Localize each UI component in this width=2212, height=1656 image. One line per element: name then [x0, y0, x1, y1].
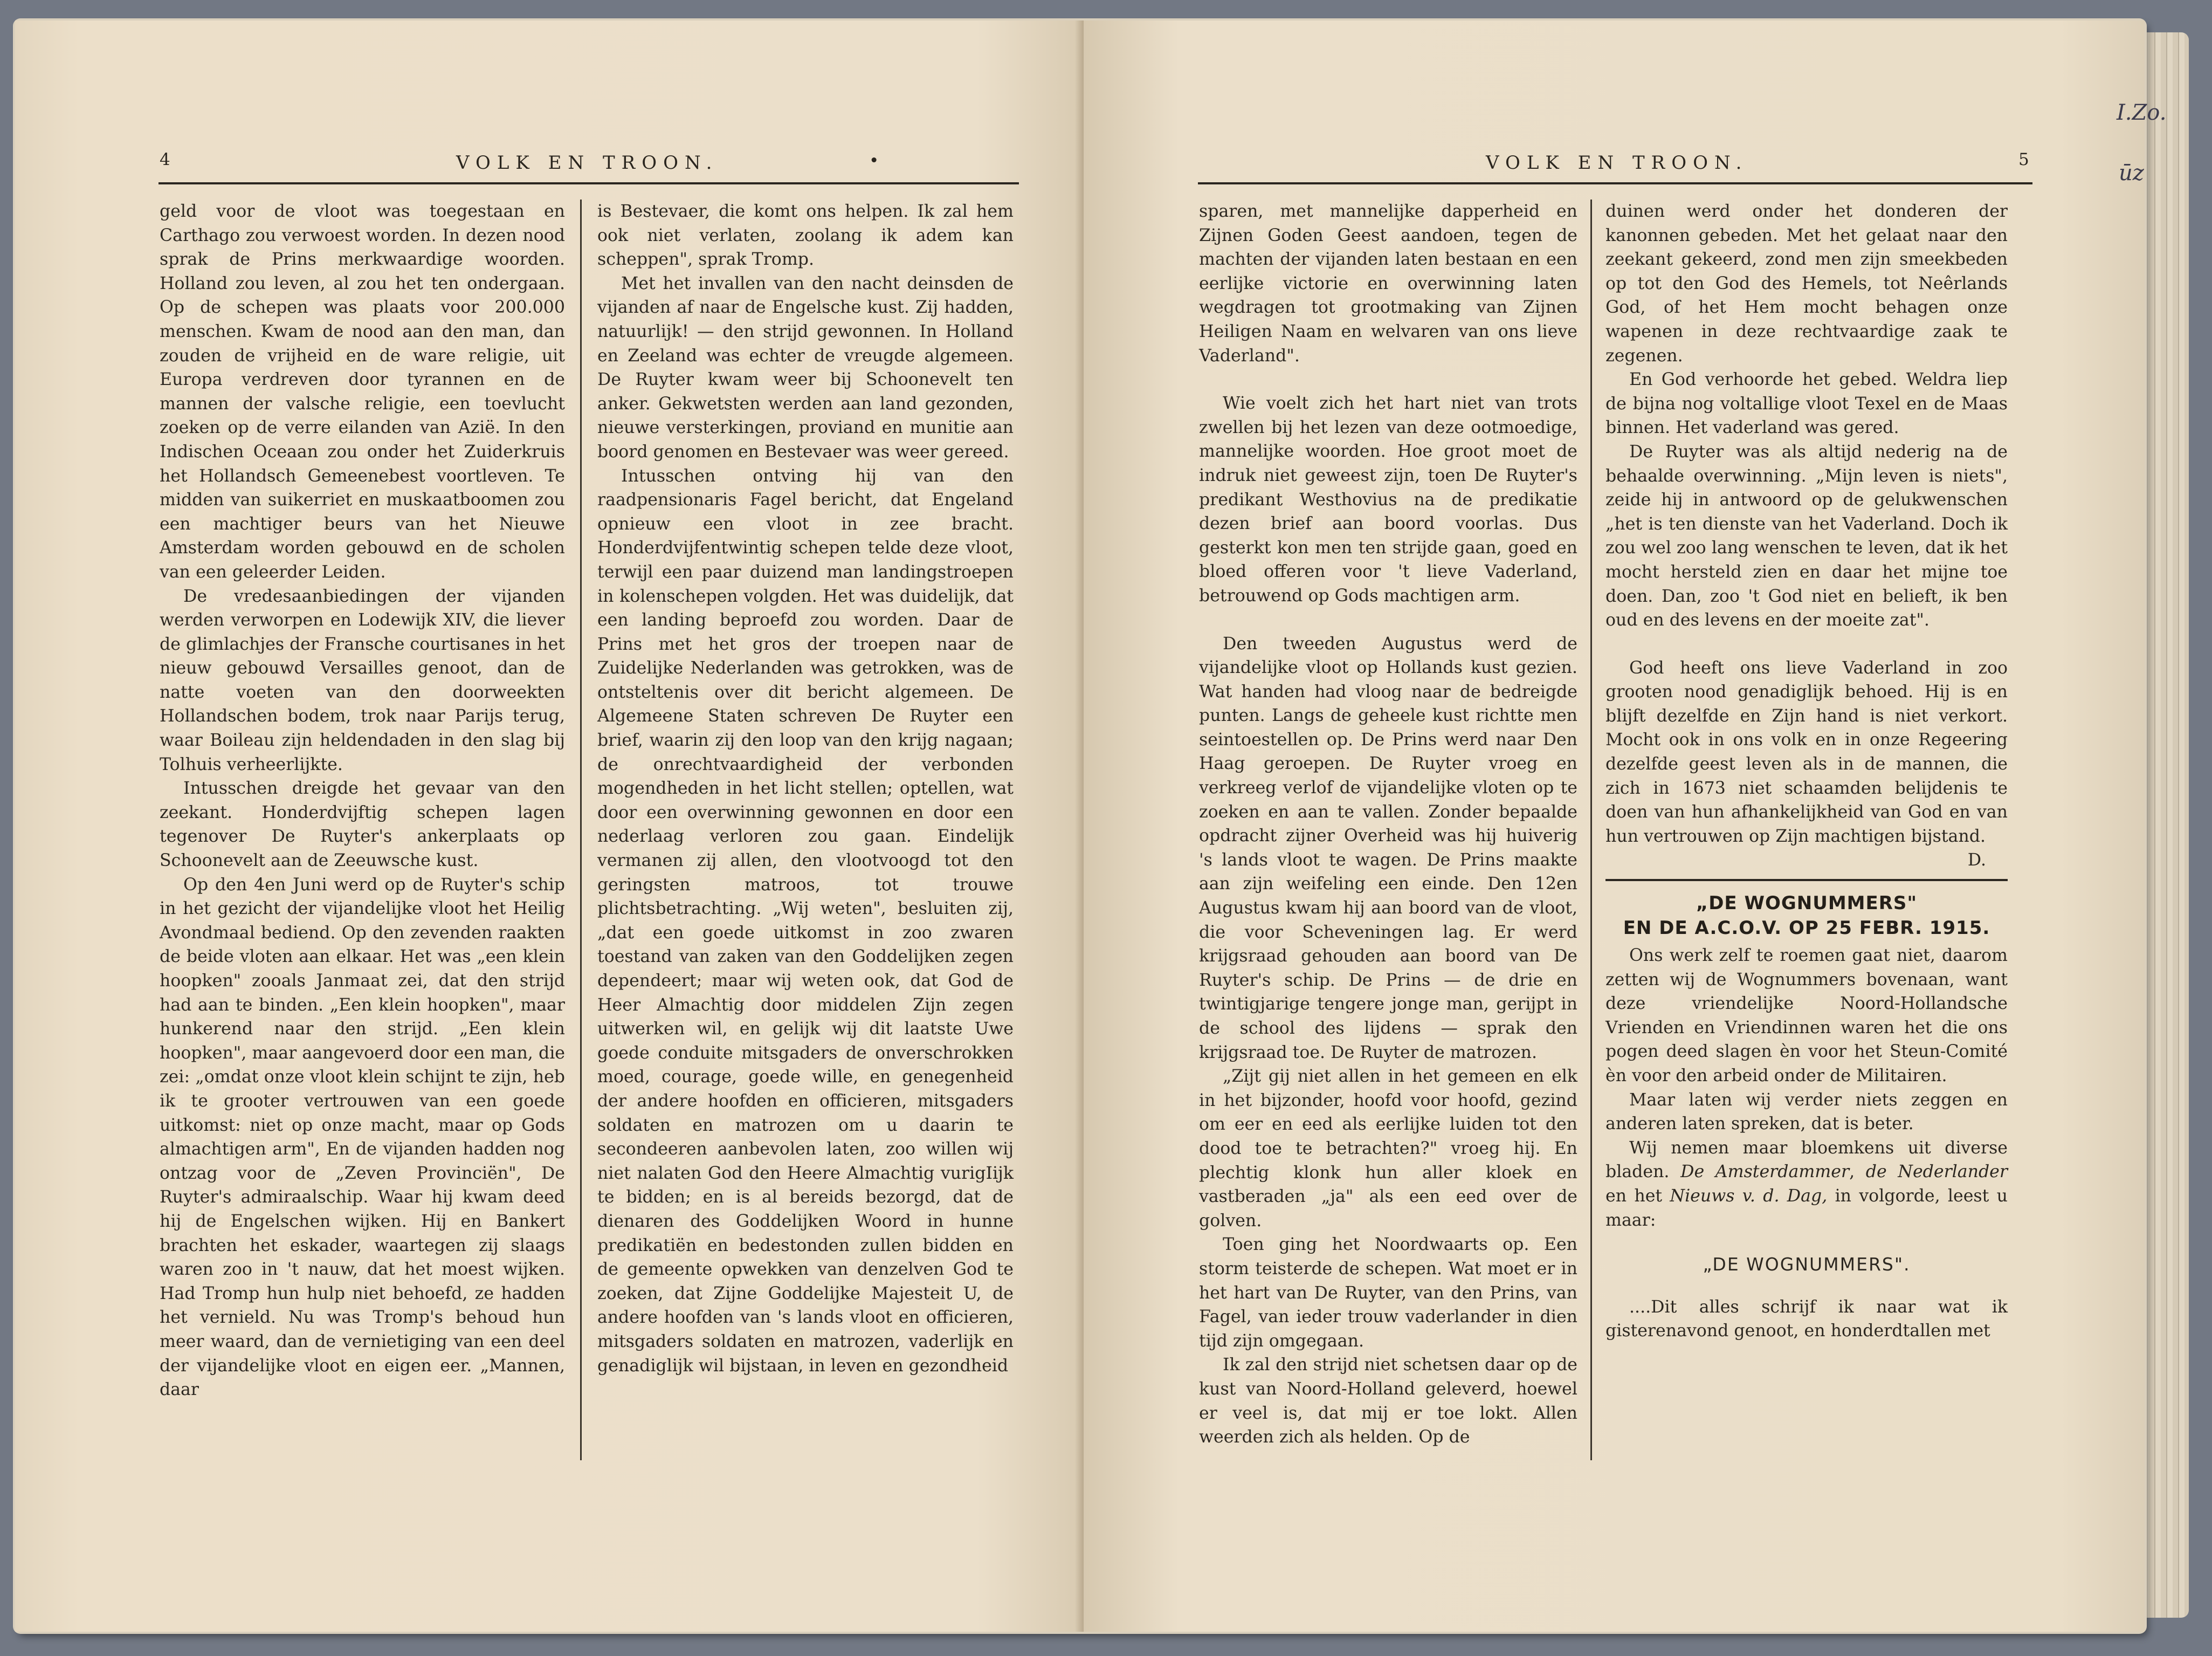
bladen-intro: Wij nemen maar bloemkens uit diverse bladen. — [1605, 1138, 2008, 1182]
article-title — [1605, 891, 2008, 940]
paragraph: De vredesaanbiedingen der vijanden werden verworpen en Lodewijk XIV, die liever de glimlachjes der Fransche courtisanes in het nieuw gebouwd Versailles genoot, dan de natte voeten van den doorweekten Hollandschen bodem, trok naar Parijs terug, waar Boileau zijn heldendaden in den slag bij Tolhuis verheerlijkte. — [160, 586, 565, 774]
paragraph: Intusschen ontving hij van den raadpensionaris Fagel bericht, dat Engeland opnieuw een vloot in zee bracht. Honderdvijfentwintig schepen telde deze vloot, terwijl een paar duizend man landingstroepen in kolenschepen volgden. Het was duidelijk, dat een landing beproefd zou worden. Daar de Prins met het gros der troepen naar de Zuidelijke Nederlanden was getrokken, was de ontsteltenis over dit bericht algemeen. De Algemeene Staten schreven De Ruyter een brief, waarin zij den loop van den krijg nagaan; de onrechtvaardigheid der verbonden mogendheden in het licht stellen; optellen, wat door een overwinning gewonnen en door een nederlaag verloren zou gaan. Eindelijk vermanen zij allen, den vlootvoogd tot den geringsten matroos, tot trouwe plichtsbetrachting. „Wij weten", besluiten zij, „dat een goede uitkomst in zoo zwaren toestand van zaken van den Goddelijken zegen dependeert; maar wij weten ook, dat God de Heer Almachtig door middelen Zijn zegen uitwerken wil, en gelijk wij dit laatste Uwe goede conduite mitsgaders de onverschrokken moed, courage, goede wille, en genegenheid der andere hoofden en officieren, mitsgaders soldaten en matrozen om u daarin te secondeeren aanbevolen laten, zoo willen wij niet nalaten God den Heere Almachtig vurigIijk te bidden; en is al bereids bezorgd, dat de dienaren des Goddelijken Woord in hunne predikatiën en bedestonden zullen bidden en de gemeente opwekken van denzelven God te zoeken, dat Zijne Goddelijke Majesteit U, de andere hoofden van 's lands vloot en officieren, mitsgaders soldaten en matrozen, vaderlijk en genadiglijk wil bijstaan, in leven en gezondheid — [597, 466, 1014, 1376]
newspaper-name: de Nederlander — [1865, 1162, 2008, 1182]
page-number: 4 — [160, 150, 170, 169]
header-rule — [159, 182, 1019, 184]
magazine-spread — [15, 20, 2167, 1632]
newspaper-name: Nieuws v. d. Dag, — [1670, 1186, 1828, 1206]
bladen-separator: , — [1849, 1162, 1855, 1182]
paragraph: duinen werd onder het donderen der kanonnen gebeden. Met het gelaat naar den zeekant gekeerd, zond men zijn smeekbeden op tot den God des Hemels, tot Neêrlands God, of het Hem mocht behagen onze wapenen in deze rechtvaardige zaak te zegenen. — [1605, 202, 2008, 366]
running-title: VOLK EN TROON. — [1486, 152, 1748, 174]
paragraph: Maar laten wij verder niets zeggen en anderen laten spreken, dat is beter. — [1605, 1090, 2008, 1134]
left-page — [15, 20, 1084, 1632]
header-rule — [1198, 182, 2032, 184]
paragraph: is Bestevaer, die komt ons helpen. Ik zal hem ook niet verlaten, zoolang ik adem kan scheppen", sprak Tromp. — [597, 202, 1014, 270]
running-title: VOLK EN TROON. — [456, 152, 719, 174]
article-title-line-2: EN DE A.C.O.V. OP 25 FEBR. 1915. — [1623, 917, 1990, 939]
paragraph: Ons werk zelf te roemen gaat niet, daarom zetten wij de Wognummers bovenaan, want deze vriendelijke Noord-Hollandsche Vrienden en Vriendinnen waren het die ons pogen deed slagen èn voor het Steun-Comité èn voor den arbeid onder de Militairen. — [1605, 946, 2008, 1085]
bladen-mid: en het — [1605, 1186, 1663, 1206]
bladen-end: in volgorde, leest u maar: — [1605, 1186, 2008, 1230]
paragraph: sparen, met mannelijke dapperheid en Zijnen Goden Geest aandoen, tegen de machten der vijanden laten bestaan en een eerlijke victorie en overwinning laten wegdragen tot grootmaking van Zijnen Heiligen Naam en welvaren van ons lieve Vaderland". — [1199, 202, 1577, 366]
paragraph: Op den 4en Juni werd op de Ruyter's schip in het gezicht der vijandelijke vloot het Heilig Avondmaal bediend. Op den zevenden raakten de beide vloten aan elkaar. Het was „een klein hoopken" zooals Janmaat zei, dat den strijd had aan te binden. „Een klein hoopken", maar hunkerend naar den strijd. „Een klein hoopken", maar aangevoerd door een man, die zei: „omdat onze vloot klein schijnt te zijn, heb ik te grooter vertrouwen van een goede uitkomst: niet op onze macht, maar op Gods almachtigen arm", En de vijanden hadden nog ontzag voor de „Zeven Provinciën", De Ruyter's admiraalschip. Waar hij kwam deed hij de Engelschen wijken. Hij en Bankert brachten het eskader, waartegen zij slaags waren zoo in 't nauw, dat het moest wijken. Had Tromp hun hulp niet behoefd, ze hadden het vernield. Nu was Tromp's behoud hun meer waard, dan de vernietiging van een deel der vijandelijke vloot en eigen eer. „Mannen, daar — [160, 875, 565, 1400]
paragraph: Den tweeden Augustus werd de vijandelijke vloot op Hollands kust gezien. Wat handen had vloog naar de bedreigde punten. Langs de geheele kust richtte men seintoestellen op. De Prins werd naar Den Haag geroepen. De Ruyter vroeg en verkreeg verlof de vijandelijke vloten op te zoeken en aan te vallen. Zonder bepaalde opdracht zijner Overheid was hij huiverig 's lands vloot te wagen. De Prins maakte aan zijn weifeling een einde. Den 12en Augustus kwam hij aan boord van de vloot, die voor Scheveningen lag. Er werd krijgsraad gehouden aan boord van De Ruyter's schip. De Prins — de drie en twintigjarige tengere jonge man, gerijpt in de school des lijdens — sprak den krijgsraad toe. De Ruyter de matrozen. — [1199, 634, 1577, 1062]
right-column-1 — [1199, 200, 1577, 1449]
paragraph: Wie voelt zich het hart niet van trots zwellen bij het lezen van deze ootmoedige, mannelijke woorden. Hoe groot moet de indruk niet geweest zijn, toen De Ruyter's predikant Westhovius na de predikatie dezen brief aan boord voorlas. Dus gesterkt kon men ten strijde gaan, goed en bloed offeren voor 't lieve Vaderland, betrouwend op Gods machtigen arm. — [1199, 394, 1577, 606]
paragraph: Toen ging het Noordwaarts op. Een storm teisterde de schepen. Wat moet er in het hart van De Ruyter, van den Prins, van Fagel, van ieder trouw vaderlander in dien tijd zijn omgegaan. — [1199, 1235, 1577, 1351]
right-page-header — [1084, 150, 2145, 182]
paragraph: geld voor de vloot was toegestaan en Carthago zou verwoest worden. In dezen nood sprak de Prins merkwaardige woorden. Holland zou leven, al zou het ten ondergaan. Op de schepen was plaats voor 200.000 menschen. Kwam de nood aan den man, dan zouden de vrijheid en de ware religie, uit Europa verdreven door tyrannen en de mannen der valsche religie, een toevlucht zoeken op de verre eilanden van Azië. In den Indischen Oceaan zou onder het Zuiderkruis het Hollandsch Gemeenebest voortleven. Te midden van suikerriet en muskaatboomen zou een machtiger beurs van het Nieuwe Amsterdam worden gebouwd en de scholen van een geleerder Leiden. — [160, 202, 565, 582]
paragraph-bladen — [1605, 1136, 2008, 1232]
paragraph: En God verhoorde het gebed. Weldra liep de bijna nog voltallige vloot Texel en de Maas binnen. Het vaderland was gered. — [1605, 370, 2008, 438]
paragraph: De Ruyter was als altijd nederig na de behaalde overwinning. „Mijn leven is niets", zeide hij in antwoord op de gelukwenschen „het is ten dienste van het Vaderland. Doch ik zou wel zoo lang wenschen te leven, dat ik het mocht hersteld zien en daar het mijne toe doen. Dan, zoo 't God niet en belieft, ik ben oud en des levens en der moeite zat". — [1605, 442, 2008, 630]
right-column-2 — [1605, 200, 2008, 1343]
paragraph: Met het invallen van den nacht deinsden de vijanden af naar de Engelsche kust. Zij hadden, natuurlijk! — den strijd gewonnen. In Holland en Zeeland was echter de vreugde algemeen. De Ruyter kwam weer bij Schoonevelt ten anker. Gekwetsten werden aan land gezonden, nieuwe versterkingen, proviand en munitie aan boord genomen en Bestevaer was weer gereed. — [597, 273, 1014, 462]
article-title-line-1: „DE WOGNUMMERS" — [1696, 892, 1918, 915]
signature: D. — [1967, 850, 1986, 870]
printer-mark: • — [869, 151, 879, 170]
subheading: „DE WOGNUMMERS". — [1703, 1254, 1911, 1275]
left-page-header — [15, 150, 1084, 182]
left-column-2 — [597, 200, 1014, 1378]
paragraph: Ik zal den strijd niet schetsen daar op de kust van Noord-Holland geleverd, hoewel er veel is, dat mij er toe lokt. Allen weerden zich als helden. Op de — [1199, 1355, 1577, 1447]
newspaper-name: De Amsterdammer — [1680, 1162, 1850, 1182]
right-page — [1084, 20, 2167, 1632]
paragraph: God heeft ons lieve Vaderland in zoo grooten nood genadiglijk behoed. Hij is en blijft dezelfde en Zijn hand is niet verkort. Mocht ook in ons volk en in onze Regeering dezelfde geest leven als in de mannen, die zich in 1673 niet schaamden belijdenis te doen van hun afhankelijkheid van God en van hun vertrouwen op Zijn machtigen bijstand. — [1605, 658, 2008, 846]
column-divider — [1590, 200, 1592, 1460]
handwritten-note: ūz — [2119, 161, 2144, 185]
paragraph: ....Dit alles schrijf ik naar wat ik gisterenavond genoot, en honderdtallen met — [1605, 1297, 2008, 1341]
handwritten-note: I.Zo. — [2117, 100, 2167, 125]
paragraph: „Zijt gij niet allen in het gemeen en elk in het bijzonder, hoofd voor hoofd, gezind om eer en eed als eerlijke luiden tot den dood toe te betrachten?" vroeg hij. En plechtig klonk hun aller kloek en vastberaden „ja" als een eed over de golven. — [1199, 1067, 1577, 1231]
left-column-1 — [160, 200, 565, 1402]
column-divider — [580, 200, 582, 1460]
section-rule — [1605, 879, 2008, 881]
paragraph: Intusschen dreigde het gevaar van den zeekant. Honderdvijftig schepen lagen tegenover De Ruyter's ankerplaats op Schoonevelt aan de Zeeuwsche kust. — [160, 779, 565, 871]
page-number: 5 — [2018, 150, 2029, 169]
